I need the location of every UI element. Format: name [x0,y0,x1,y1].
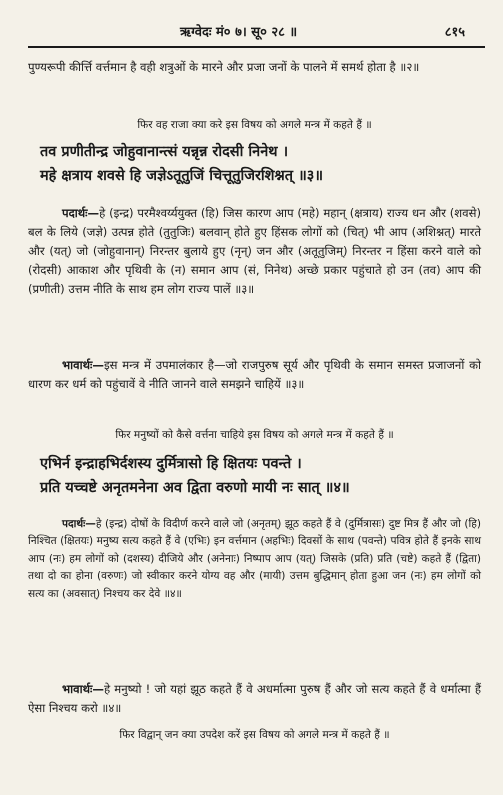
intro-3-text: फिर वह राजा क्या करे इस विषय को अगले मन्त्र में कहते हैं ॥ [137,119,372,131]
page-number: ८१५ [444,25,465,40]
padartha-3-text [28,204,481,299]
padartha-3-body: हे (इन्द्र) परमैश्वर्य्ययुक्त (हि) जिस कारण आप (महे) महान् (क्षत्राय) राज्य धन और (शवसे) बल के लिये (जज्ञे) उत्पन्न होते (तुतुजिः) बलवान् होते हुए हिंसक लोगों को (चित्) भी आप (अशिश्नत्) मारते और (यत्) जो (जोहुवानान्) निरन्तर बुलाये हुए (नृन्) जन और (अतूतुजिम्) निरन्तर न हिंसा करने वाले को (रोदसी) आकाश और पृथिवी के (न) समान आप (सं, निनेथ) अच्छे प्रकार पहुंचाते हो उन (तव) आप की (प्रणीती) उत्तम नीति के साथ हम लोग राज्य पालें ॥३॥ [28,206,481,296]
mantra-4-line-2: प्रति यच्चष्टे अनृतमनेना अव द्विता वरुणो मायी नः सात् ॥४॥ [40,480,350,496]
mantra-4 [40,452,481,500]
intro-4 [28,427,481,443]
bhavartha-4-label: भावार्थः— [62,682,104,696]
mantra-4-line-1: एभिर्न इन्द्राहभिर्दशस्य दुर्मित्रासो हि क्षितयः पवन्ते । [40,456,302,472]
bhavartha-3-body: इस मन्त्र में उपमालंकार है—जो राजपुरुष सूर्य और पृथिवी के समान समस्त प्रजाजनों को धारण कर धर्म को पहुंचावें वे नीति जानने वाले समझने चाहियें ॥३॥ [28,358,481,391]
intro-3 [28,117,481,133]
padartha-3-label: पदार्थः— [62,206,100,220]
intro-5 [28,727,481,743]
padartha-3 [28,204,481,299]
bhavartha-3-label: भावार्थः— [62,358,104,372]
header-rule [28,46,485,48]
padartha-4-text [28,516,481,603]
mantra-3-line-1: तव प्रणीतीन्द्र जोहुवानान्त्सं यन्नृन्न रोदसी निनेथ । [40,144,289,160]
bhavartha-4-text [28,680,481,718]
bhavartha-4-body: हे मनुष्यो ! जो यहां झूठ कहते हैं वे अधर्मात्मा पुरुष हैं और जो सत्य कहते हैं वे धर्मात्मा हैं ऐसा निश्चय करो ॥४॥ [28,682,481,715]
running-title: ऋग्वेदः मं० ७। सू० २८ ॥ [180,25,298,40]
bhavartha-3-text [28,356,481,394]
bhavartha-3 [28,356,481,394]
mantra-3-line-2: महे क्षत्राय शवसे हि जज्ञेऽतूतुजिं चित्तूतुजिरशिश्नत् ॥३॥ [40,168,324,184]
mantra-3 [40,140,481,188]
padartha-4-body: हे (इन्द्र) दोषों के विदीर्ण करने वाले जो (अनृतम्) झूठ कहते हैं वे (दुर्मित्रासः) दुष्ट मित्र हैं और जो (हि) निश्चित (क्षितयः) मनुष्य सत्य कहते हैं वे (एभिः) इन वर्त्तमान (अहभिः) दिवसों के साथ (पवन्ते) पवित्र होते हैं इनके साथ आप (नः) हम लोगों को (दशस्य) दीजिये और (अनेनाः) निष्पाप आप (यत्) जिसके (प्रति) प्रति (चष्टे) कहते हैं (द्विता) तथा दो का होना (वरुणः) जो स्वीकार करने योग्य वह और (मायी) उत्तम बुद्धिमान् होता हुआ जन (नः) हम लोगों को सत्य का (अवसात्) निश्चय कर देवे ॥४॥ [28,518,481,600]
padartha-4 [28,516,481,603]
bhavartha-4 [28,680,481,718]
padartha-4-label: पदार्थः— [62,518,96,530]
para-continued [28,58,481,77]
intro-4-text: फिर मनुष्यों को कैसे वर्त्तना चाहिये इस विषय को अगले मन्त्र में कहते हैं ॥ [115,429,394,441]
intro-5-text: फिर विद्वान् जन क्या उपदेश करें इस विषय को अगले मन्त्र में कहते हैं ॥ [119,729,390,741]
page-header [30,22,483,46]
continued-text: पुण्यरूपी कीर्त्ति वर्त्तमान है वही शत्रुओं के मारने और प्रजा जनों के पालने में समर्थ होता है ॥२॥ [28,60,420,74]
